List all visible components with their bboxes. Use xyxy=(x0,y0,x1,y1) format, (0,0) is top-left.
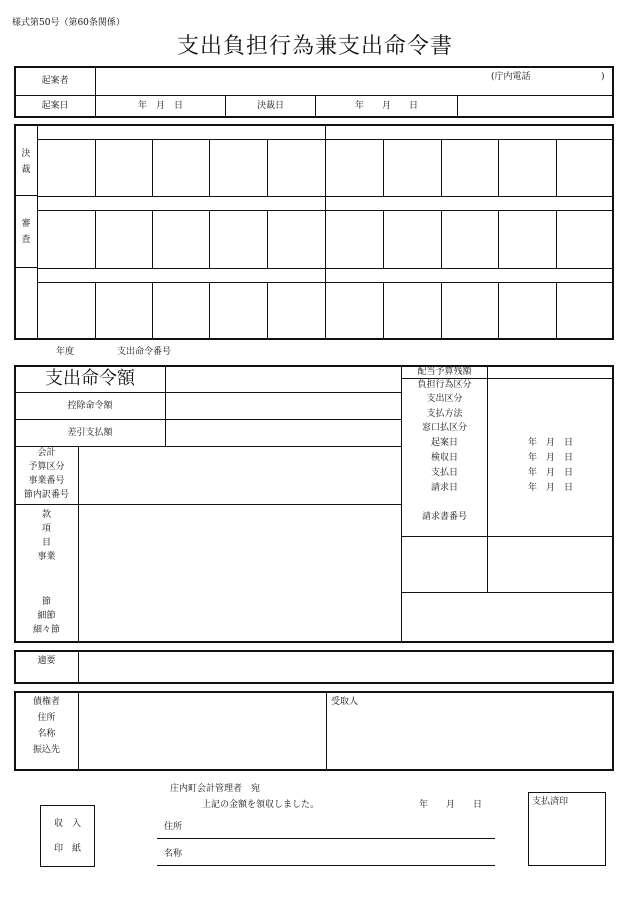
grid-line xyxy=(15,267,37,268)
right-item-label: 窓口払区分 xyxy=(421,423,467,433)
creditor-label: 債権者 xyxy=(32,697,60,707)
draft-date-field[interactable]: 年 月 日 xyxy=(137,101,183,111)
grid-line xyxy=(209,210,210,268)
divider xyxy=(401,366,402,642)
grid-line xyxy=(441,282,442,339)
grid-line xyxy=(325,282,326,339)
draft-date-label: 起案日 xyxy=(41,101,69,111)
name-underline xyxy=(157,865,495,866)
net-payment-label: 差引支払額 xyxy=(67,428,113,438)
grid-line xyxy=(325,196,326,210)
order-amount-label: 支出命令額 xyxy=(45,368,135,389)
approval-grid xyxy=(14,124,614,340)
revenue-stamp-label: 収 入 xyxy=(53,819,81,829)
divider xyxy=(78,651,79,683)
grid-line xyxy=(556,139,557,196)
deduction-label: 控除命令額 xyxy=(67,401,113,411)
grid-line xyxy=(383,210,384,268)
grid-line xyxy=(325,268,326,282)
budget-balance-label: 配当予算残額 xyxy=(417,367,472,377)
grid-line xyxy=(498,282,499,339)
revenue-stamp-box[interactable] xyxy=(40,805,95,867)
address-underline xyxy=(157,838,495,839)
project-number-label: 事業番号 xyxy=(28,476,65,486)
form-title: 支出負担行為兼支出命令書 xyxy=(176,34,453,59)
right-date-label: 支払日 xyxy=(430,468,458,478)
payment-date-value[interactable]: 年 月 日 xyxy=(527,468,573,478)
right-date-label: 検収日 xyxy=(430,453,458,463)
section-label: 細節 xyxy=(37,611,56,621)
creditor-address-label: 住所 xyxy=(37,713,56,723)
right-item-label: 支払方法 xyxy=(426,409,463,419)
grid-line xyxy=(498,210,499,268)
net-payment-field[interactable] xyxy=(167,421,400,445)
grid-line xyxy=(383,282,384,339)
divider xyxy=(15,392,401,393)
divider xyxy=(78,692,79,770)
right-date-label: 請求日 xyxy=(430,483,458,493)
grid-line xyxy=(383,139,384,196)
budget-item-label: 目 xyxy=(41,538,51,548)
receipt-address-field[interactable] xyxy=(190,818,490,836)
divider xyxy=(326,692,327,770)
phone-close: ) xyxy=(601,72,605,82)
budget-item-label: 項 xyxy=(41,524,51,534)
inspection-date-value[interactable]: 年 月 日 xyxy=(527,453,573,463)
grid-line xyxy=(267,210,268,268)
review-label: 審 査 xyxy=(21,219,31,245)
divider xyxy=(402,592,613,593)
grid-line xyxy=(556,282,557,339)
fiscal-year-label: 年度 xyxy=(56,347,75,357)
divider xyxy=(402,378,613,379)
grid-line xyxy=(95,210,96,268)
divider xyxy=(402,536,613,537)
grid-line xyxy=(441,210,442,268)
grid-line xyxy=(325,125,326,139)
right-date-label: 起案日 xyxy=(430,438,458,448)
invoice-date-value[interactable]: 年 月 日 xyxy=(527,483,573,493)
grid-line xyxy=(152,282,153,339)
creditor-name-label: 名称 xyxy=(37,729,56,739)
grid-line xyxy=(95,139,96,196)
summary-label: 適要 xyxy=(37,656,56,666)
grid-line xyxy=(325,210,326,268)
grid-line xyxy=(556,210,557,268)
grid-line xyxy=(498,139,499,196)
receipt-statement: 上記の金額を領収しました。 xyxy=(202,800,320,810)
grid-line xyxy=(152,139,153,196)
grid-line xyxy=(209,282,210,339)
decision-label: 決 裁 xyxy=(21,149,31,175)
account-label: 会計 xyxy=(37,448,56,458)
order-amount-field[interactable] xyxy=(167,367,400,391)
recipient-label: 受取人 xyxy=(331,697,359,707)
account-field[interactable] xyxy=(80,448,400,503)
grid-line xyxy=(267,282,268,339)
order-number-label: 支出命令番号 xyxy=(117,347,172,357)
grid-line xyxy=(325,139,326,196)
divider xyxy=(165,366,166,446)
draft-date-value[interactable]: 年 月 日 xyxy=(527,438,573,448)
transfer-destination-label: 振込先 xyxy=(32,745,60,755)
divider xyxy=(15,446,401,447)
addressee: 庄内町会計管理者 宛 xyxy=(170,784,261,794)
recipient-field[interactable] xyxy=(328,710,612,769)
receipt-date-field[interactable]: 年 月 日 xyxy=(419,800,483,810)
section-label: 細々節 xyxy=(32,625,60,635)
divider xyxy=(487,366,488,592)
creditor-field[interactable] xyxy=(80,693,325,769)
paid-stamp-label: 支払済印 xyxy=(532,797,569,807)
form-code: 様式第50号（第60条関係） xyxy=(12,18,125,28)
drafter-field[interactable] xyxy=(97,68,477,94)
divider xyxy=(78,446,79,642)
budget-category-label: 予算区分 xyxy=(28,462,65,472)
budget-item-label: 事業 xyxy=(37,552,56,562)
grid-line xyxy=(37,125,38,339)
section-breakdown-label: 節内訳番号 xyxy=(23,490,69,500)
grid-line xyxy=(15,195,37,196)
invoice-number-label: 請求書番号 xyxy=(421,512,467,522)
section-label: 節 xyxy=(41,597,51,607)
summary-field[interactable] xyxy=(80,652,612,682)
divider xyxy=(15,419,401,420)
grid-line xyxy=(267,139,268,196)
receipt-name-label: 名称 xyxy=(164,849,183,859)
divider xyxy=(457,96,458,117)
grid-line xyxy=(152,210,153,268)
receipt-name-field[interactable] xyxy=(190,845,490,863)
right-item-label: 支出区分 xyxy=(426,394,463,404)
phone-label: (庁内電話 xyxy=(491,72,531,82)
receipt-address-label: 住所 xyxy=(164,822,183,832)
right-item-label: 負担行為区分 xyxy=(417,380,472,390)
deduction-field[interactable] xyxy=(167,394,400,418)
drafter-label: 起案者 xyxy=(41,76,69,86)
divider xyxy=(15,504,401,505)
revenue-stamp-label: 印 紙 xyxy=(53,844,81,854)
budget-detail-field[interactable] xyxy=(80,506,400,641)
grid-line xyxy=(95,282,96,339)
divider xyxy=(15,95,613,96)
decision-date-field[interactable]: 年 月 日 xyxy=(354,101,418,111)
budget-item-label: 款 xyxy=(41,510,51,520)
grid-line xyxy=(209,139,210,196)
grid-line xyxy=(441,139,442,196)
decision-date-label: 決裁日 xyxy=(256,101,284,111)
